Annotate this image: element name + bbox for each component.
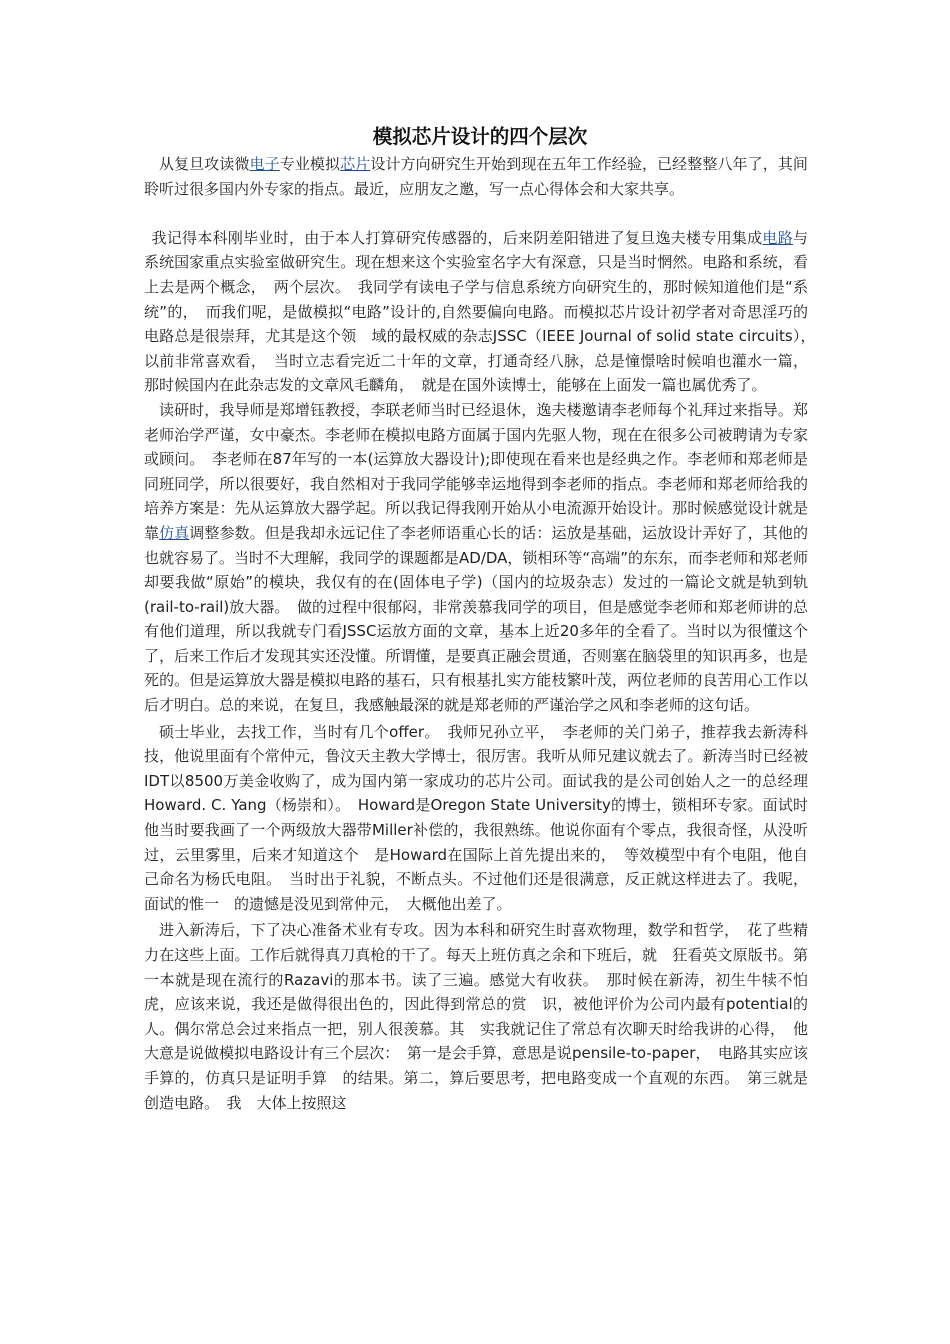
page-title: 模拟芯片设计的四个层次	[372, 125, 588, 148]
link-simulation[interactable]: 仿真	[159, 523, 190, 542]
link-chip[interactable]: 芯片	[340, 155, 371, 173]
paragraph-text: 读研时，我导师是郑增钰教授，李联老师当时已经退休，逸夫楼邀请李老师每个礼拜过来指导。郑老师治学严谨，女中豪杰。李老师在模拟电路方面属于国内先驱人物，现在在很多公司被聘请为专家或顾问。 李老师在87年写的一本(运算放大器设计);即使现在看来也是经典之作。李老师和郑老师是同班同学，所以很要好，我自然相对于我同学能够幸运地得到李老师的指点。李老师和郑老师给我的培养方案是：先从运算放大器学起。所以我记得我刚开始从小电流源开始设计。那时候感觉设计就是靠	[144, 400, 808, 542]
paragraph-job: 硕士毕业，去找工作，当时有几个offer。 我师兄孙立平， 李老师的关门弟子，推荐我去新涛科技，他说里面有个常仲元，鲁汶天主教大学博士，很厉害。我听从师兄建议就去了。新涛当时已经被IDT以8500万美金收购了，成为国内第一家成功的芯片公司。面试我的是公司创始人之一的总经理Howard. C. Yang（杨崇和）。 Howard是Oregon State University的博士，锁相环专家。面试时他当时要我画了一个两级放大器带Miller补偿的，我很熟练。他说你面有个零点，我很奇怪，从没听过，云里雾里，后来才知道这个 是Howard在国际上首先提出来的， 等效模型中有个电阻，他自己命名为杨氏电阻。 当时出于礼貌，不断点头。不过他们还是很满意，反正就这样进去了。我呢，面试的惟一 的遗憾是没见到常仲元， 大概他出差了。	[144, 722, 808, 913]
paragraph-undergrad	[144, 226, 824, 398]
paragraph-text: 专业模拟	[279, 155, 341, 173]
paragraph-graduate	[144, 398, 808, 718]
paragraph-intro	[144, 152, 808, 201]
blank-line	[144, 201, 808, 226]
link-electronics[interactable]: 电子	[249, 155, 280, 173]
link-circuit[interactable]: 电路	[762, 228, 793, 247]
paragraph-text: 调整参数。但是我却永远记住了李老师语重心长的话：运放是基础，运放设计弄好了，其他的也就容易了。当时不大理解，我同学的课题都是AD/DA，锁相环等“高端”的东东，而李老师和郑老师却要我做“原始”的模块，我仅有的在(固体电子学)（国内的垃圾杂志）发过的一篇论文就是轨到轨(rail-to-rail)放大器。 做的过程中很郁闷，非常羡慕我同学的项目，但是感觉李老师和郑老师讲的总有他们道理，所以我就专门看JSSC运放方面的文章，基本上近20多年的全看了。当时以为很懂这个了，后来工作后才发现其实还没懂。所谓懂，是要真正融会贯通，否则塞在脑袋里的知识再多，也是死的。但是运算放大器是模拟电路的基石，只有根基扎实方能枝繁叶茂，两位老师的良苦用心工作以后才明白。总的来说，在复旦，我感触最深的就是郑老师的严谨治学之风和李老师的这句话。	[144, 523, 808, 715]
document-body	[144, 122, 824, 1115]
paragraph-text: 与系统国家重点实验室做研究生。现在想来这个实验室名字大有深意，只是当时惘然。电路和系统，看上去是两个概念， 两个层次。 我同学有读电子学与信息系统方向研究生的，那时候知道他们是“系统”的， 而我们呢，是做模拟“电路”设计的,自然要偏向电路。而模拟芯片设计初学者对奇思淫巧的电路总是很崇拜，尤其是这个领 域的最权威的杂志JSSC（IEEE Journal of solid state circuits）， 以前非常喜欢看， 当时立志看完近二十年的文章，打通奇经八脉，总是憧憬啥时候咱也灌水一篇，那时候国内在此杂志发的文章风毛麟角， 就是在国外读博士，能够在上面发一篇也属优秀了。	[144, 228, 824, 395]
paragraph-text: 从复旦攻读微	[159, 155, 250, 173]
paragraph-newtech: 进入新涛后，下了决心准备术业有专攻。因为本科和研究生时喜欢物理，数学和哲学， 花了些精力在这些上面。工作后就得真刀真枪的干了。每天上班仿真之余和下班后，就 狂看英文原版书。第一本就是现在流行的Razavi的那本书。读了三遍。感觉大有收获。 那时候在新涛，初生牛犊不怕虎，应该来说，我还是做得很出色的，因此得到常总的赏 识，被他评价为公司内最有potential的人。偶尔常总会过来指点一把，别人很羡慕。其 实我就记住了常总有次聊天时给我讲的心得， 他大意是说做模拟电路设计有三个层次： 第一是会手算，意思是说pensile-to-paper， 电路其实应该手算的，仿真只是证明手算 的结果。第二，算后要思考，把电路变成一个直观的东西。 第三就是创造电路。 我 大体上按照这	[144, 921, 808, 1112]
paragraph-text: 设计方向研究生开始到现在五年工作经验，已经整整八年了，其间聆听过很多国内外专家的指点。最近，应朋友之邀，写一点心得体会和大家共享。	[144, 155, 808, 198]
paragraph-text: 我记得本科刚毕业时，由于本人打算研究传感器的，后来阴差阳错进了复旦逸夫楼专用集成	[151, 228, 763, 247]
